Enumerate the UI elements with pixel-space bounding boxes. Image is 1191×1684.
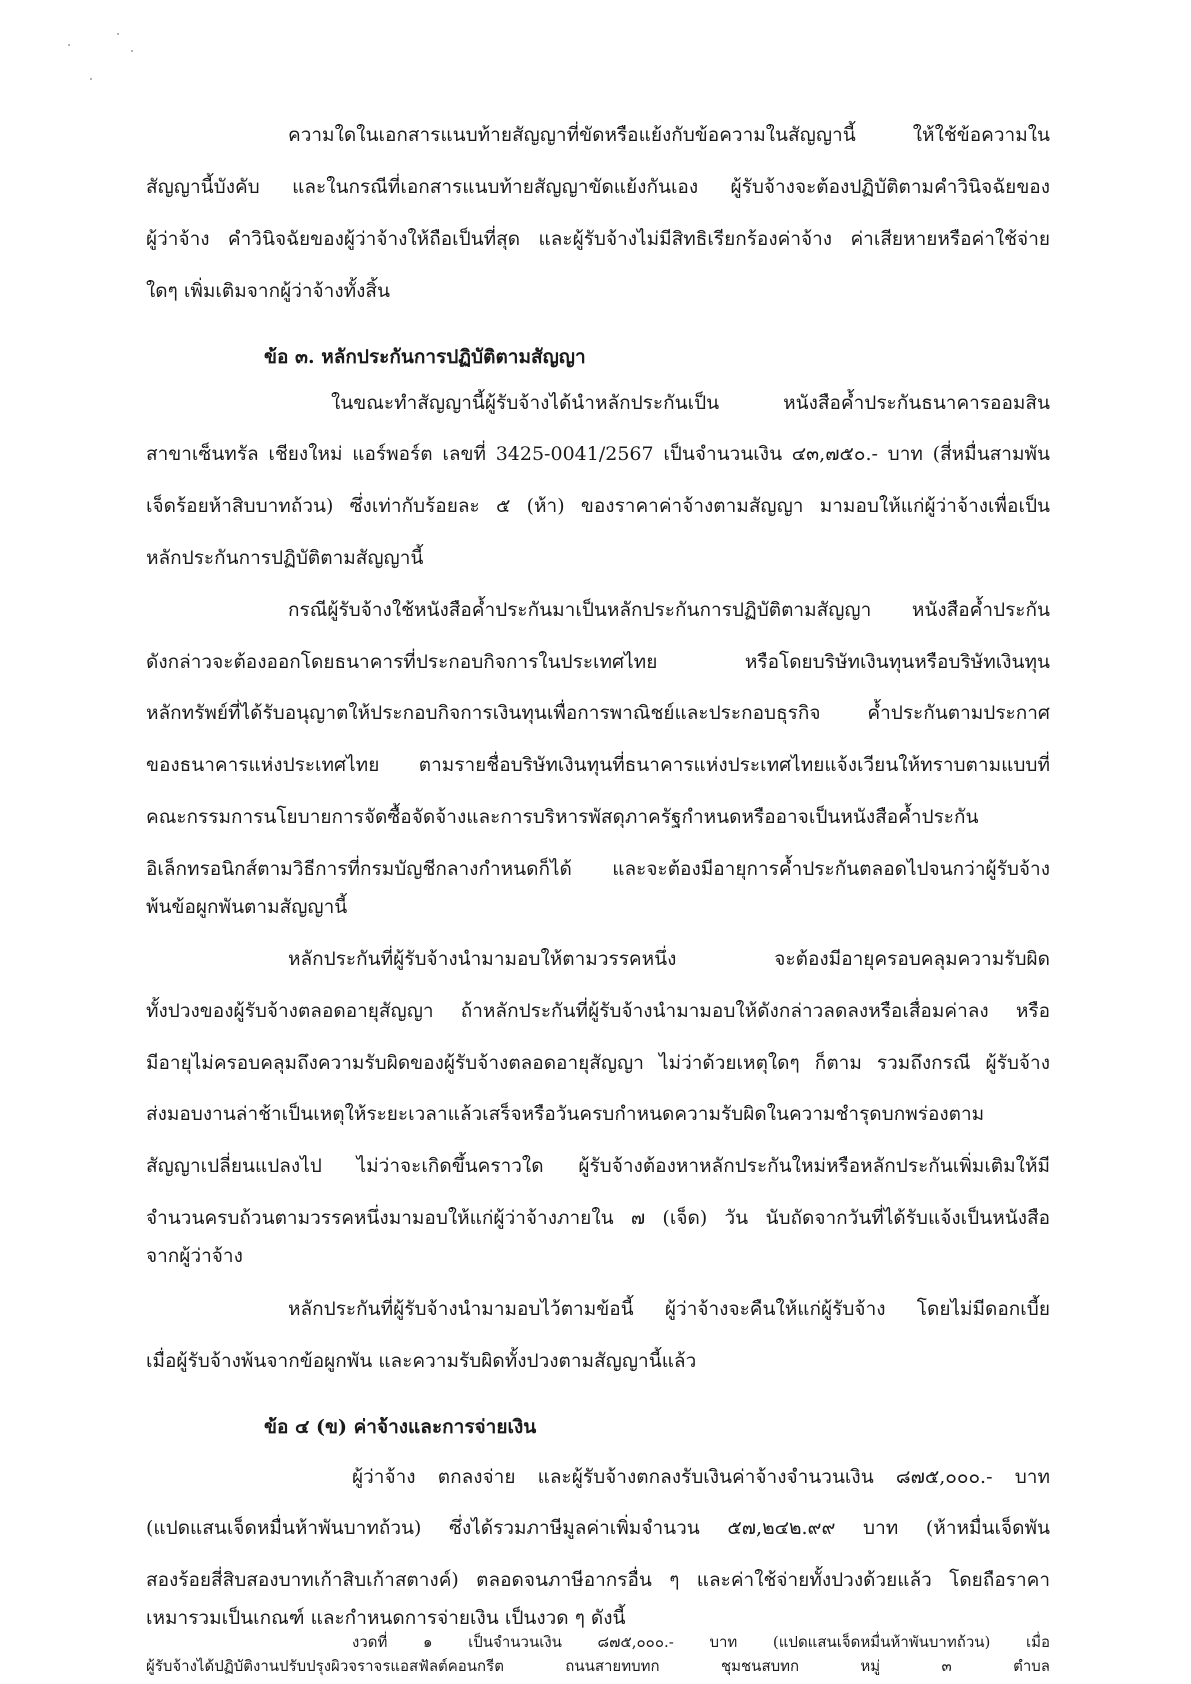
section-4-heading: ข้อ ๔ (ข) ค่าจ้างและการจ่ายเงิน bbox=[264, 1416, 537, 1438]
para4-line-4: ส่งมอบงานล่าช้าเป็นเหตุให้ระยะเวลาแล้วเสร็จหรือวันครบกำหนดความรับผิดในความชำรุดบกพร่องตาม bbox=[146, 1103, 985, 1125]
scan-speck bbox=[68, 44, 70, 46]
para7-line-2: ผู้รับจ้างได้ปฏิบัติงานปรับปรุงผิวจราจรแอสฟัลต์คอนกรีต ถนนสายทบทก ชุมชนสบทก หมู่ ๓ ตำบล bbox=[146, 1657, 1050, 1675]
para4-line-6: จำนวนครบถ้วนตามวรรคหนึ่งมามอบให้แก่ผู้ว่าจ้างภายใน ๗ (เจ็ด) วัน นับถัดจากวันที่ได้รับแจ้งเป็นหนังสือ bbox=[146, 1207, 1050, 1229]
para6-line-3: สองร้อยสี่สิบสองบาทเก้าสิบเก้าสตางค์) ตลอดจนภาษีอากรอื่น ๆ และค่าใช้จ่ายทั้งปวงด้วยแล้ว โดยถือราคา bbox=[146, 1569, 1050, 1591]
section-3-heading: ข้อ ๓. หลักประกันการปฏิบัติตามสัญญา bbox=[264, 346, 586, 368]
para7-line-1: งวดที่ ๑ เป็นจำนวนเงิน ๘๗๕,๐๐๐.- บาท (แปดแสนเจ็ดหมื่นห้าพันบาทถ้วน) เมื่อ bbox=[352, 1633, 1050, 1651]
para1-line-3: ผู้ว่าจ้าง คำวินิจฉัยของผู้ว่าจ้างให้ถือเป็นที่สุด และผู้รับจ้างไม่มีสิทธิเรียกร้องค่าจ้าง ค่าเสียหายหรือค่าใช้จ่าย bbox=[146, 228, 1050, 250]
para1-line-2: สัญญานี้บังคับ และในกรณีที่เอกสารแนบท้ายสัญญาขัดแย้งกันเอง ผู้รับจ้างจะต้องปฏิบัติตามคำวินิจฉัยของ bbox=[146, 176, 1050, 198]
scan-speck bbox=[90, 78, 92, 80]
para3-line-5: คณะกรรมการนโยบายการจัดซื้อจัดจ้างและการบริหารพัสดุภาครัฐกำหนดหรืออาจเป็นหนังสือค้ำประกัน bbox=[146, 806, 979, 828]
para3-line-3: หลักทรัพย์ที่ได้รับอนุญาตให้ประกอบกิจการเงินทุนเพื่อการพาณิชย์และประกอบธุรกิจ ค้ำประกันตามประกาศ bbox=[146, 702, 1050, 724]
para3-line-7: พ้นข้อผูกพันตามสัญญานี้ bbox=[146, 896, 348, 918]
para3-line-2: ดังกล่าวจะต้องออกโดยธนาคารที่ประกอบกิจการในประเทศไทย หรือโดยบริษัทเงินทุนหรือบริษัทเงินทุน bbox=[146, 651, 1050, 673]
para4-line-2: ทั้งปวงของผู้รับจ้างตลอดอายุสัญญา ถ้าหลักประกันที่ผู้รับจ้างนำมามอบให้ดังกล่าวลดลงหรือเสื่อมค่าลง หรือ bbox=[146, 1000, 1050, 1022]
para2-line-4: หลักประกันการปฏิบัติตามสัญญานี้ bbox=[146, 547, 424, 569]
scan-speck bbox=[117, 33, 119, 35]
para3-line-6: อิเล็กทรอนิกส์ตามวิธีการที่กรมบัญชีกลางกำหนดก็ได้ และจะต้องมีอายุการค้ำประกันตลอดไปจนกว่าผู้รับจ้าง bbox=[146, 858, 1050, 880]
para3-line-4: ของธนาคารแห่งประเทศไทย ตามรายชื่อบริษัทเงินทุนที่ธนาคารแห่งประเทศไทยแจ้งเวียนให้ทราบตามแบบที่ bbox=[146, 754, 1050, 776]
para6-line-4: เหมารวมเป็นเกณฑ์ และกำหนดการจ่ายเงิน เป็นงวด ๆ ดังนี้ bbox=[146, 1607, 626, 1629]
para6-line-2: (แปดแสนเจ็ดหมื่นห้าพันบาทถ้วน) ซึ่งได้รวมภาษีมูลค่าเพิ่มจำนวน ๕๗,๒๔๒.๙๙ บาท (ห้าหมื่นเจ็ดพัน bbox=[146, 1517, 1050, 1539]
para5-line-2: เมื่อผู้รับจ้างพ้นจากข้อผูกพัน และความรับผิดทั้งปวงตามสัญญานี้แล้ว bbox=[146, 1350, 697, 1372]
para2-line-1: ในขณะทำสัญญานี้ผู้รับจ้างได้นำหลักประกันเป็น หนังสือค้ำประกันธนาคารออมสิน bbox=[331, 392, 1050, 414]
para4-line-3: มีอายุไม่ครอบคลุมถึงความรับผิดของผู้รับจ้างตลอดอายุสัญญา ไม่ว่าด้วยเหตุใดๆ ก็ตาม รวมถึงกรณี ผู้รับจ้าง bbox=[146, 1052, 1050, 1074]
para6-line-1: ผู้ว่าจ้าง ตกลงจ่าย และผู้รับจ้างตกลงรับเงินค่าจ้างจำนวนเงิน ๘๗๕,๐๐๐.- บาท bbox=[352, 1466, 1050, 1488]
para4-line-7: จากผู้ว่าจ้าง bbox=[146, 1245, 243, 1267]
para2-line-2: สาขาเซ็นทรัล เชียงใหม่ แอร์พอร์ต เลขที่ 3425-0041/2567 เป็นจำนวนเงิน ๔๓,๗๕๐.- บาท (สี่หมื่นสามพัน bbox=[146, 443, 1050, 465]
para1-line-1: ความใดในเอกสารแนบท้ายสัญญาที่ขัดหรือแย้งกับข้อความในสัญญานี้ ให้ใช้ข้อความใน bbox=[288, 124, 1050, 146]
para5-line-1: หลักประกันที่ผู้รับจ้างนำมามอบไว้ตามข้อนี้ ผู้ว่าจ้างจะคืนให้แก่ผู้รับจ้าง โดยไม่มีดอกเบี้ย bbox=[288, 1298, 1050, 1320]
para4-line-1: หลักประกันที่ผู้รับจ้างนำมามอบให้ตามวรรคหนึ่ง จะต้องมีอายุครอบคลุมความรับผิด bbox=[288, 948, 1050, 970]
scan-speck bbox=[131, 50, 133, 52]
para2-line-3: เจ็ดร้อยห้าสิบบาทถ้วน) ซึ่งเท่ากับร้อยละ ๕ (ห้า) ของราคาค่าจ้างตามสัญญา มามอบให้แก่ผู้ว่าจ้างเพื่อเป็น bbox=[146, 495, 1050, 517]
para4-line-5: สัญญาเปลี่ยนแปลงไป ไม่ว่าจะเกิดขึ้นคราวใด ผู้รับจ้างต้องหาหลักประกันใหม่หรือหลักประกันเพิ่มเติมให้มี bbox=[146, 1155, 1050, 1177]
para3-line-1: กรณีผู้รับจ้างใช้หนังสือค้ำประกันมาเป็นหลักประกันการปฏิบัติตามสัญญา หนังสือค้ำประกัน bbox=[288, 599, 1050, 621]
para1-line-4: ใดๆ เพิ่มเติมจากผู้ว่าจ้างทั้งสิ้น bbox=[146, 280, 391, 302]
